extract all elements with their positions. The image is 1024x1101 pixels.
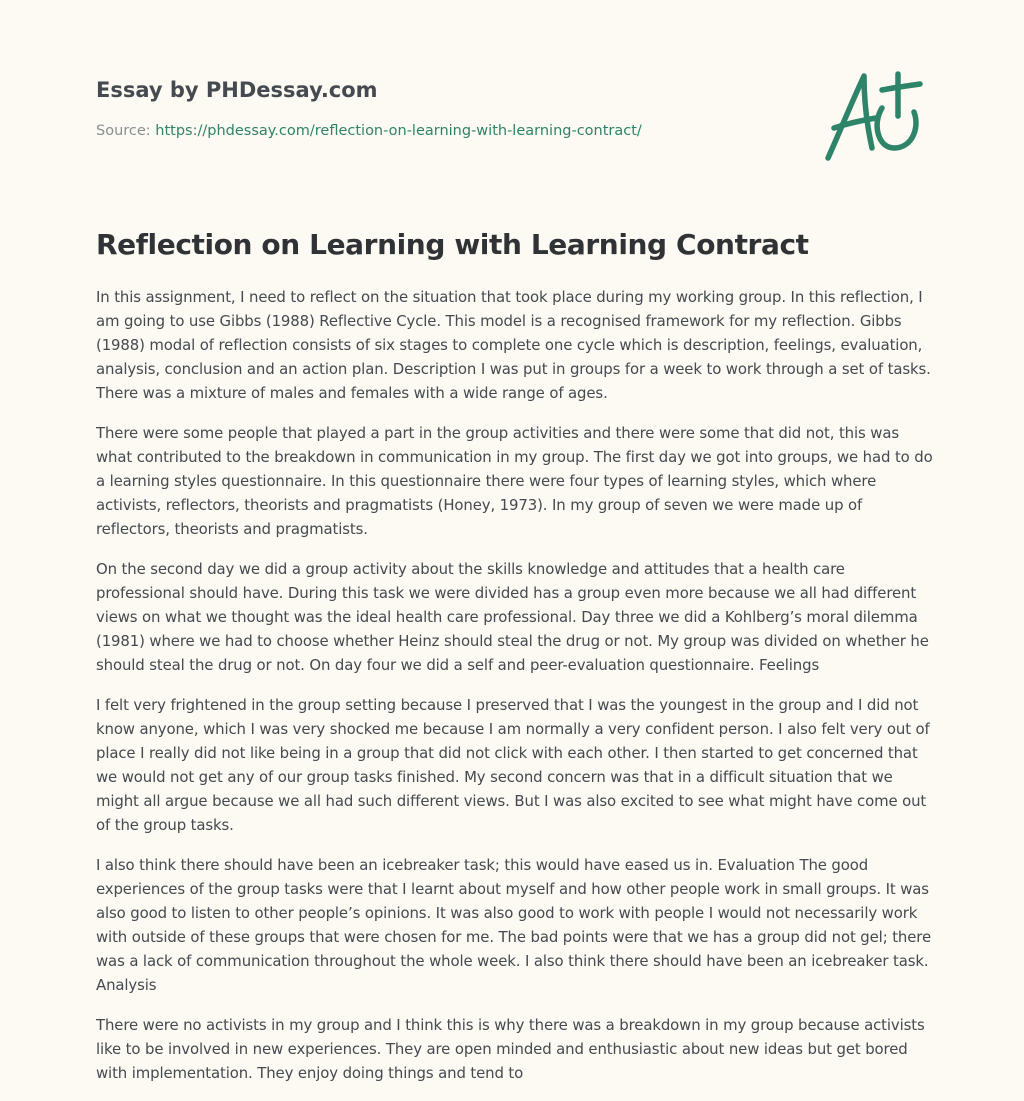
- site-title: Essay by PHDessay.com: [96, 78, 378, 102]
- essay-paragraph: There were no activists in my group and I think this is why there was a breakdown in my group because activists like to be involved in new experiences. They are open minded and enthusiastic about new ideas but get bored with implementation. They enjoy doing things and tend to: [96, 1016, 925, 1082]
- essay-paragraph: I felt very frightened in the group setting because I preserved that I was the youngest in the group and I did not know anyone, which I was very shocked me because I am normally a very confident person. I also felt very out of place I really did not like being in a group that did not click with each other. I then started to get concerned that we would not get any of our group tasks finished. My second concern was that in a difficult situation that we might all argue because we all had such different views. But I was also excited to see what might have come out of the group tasks.: [96, 696, 930, 834]
- essay-paragraph: I also think there should have been an icebreaker task; this would have eased us in. Evaluation The good experiences of the group tasks were that I learnt about myself and how other people work in small groups. It was also good to listen to other people’s opinions. It was also good to work with people I would not necessarily work with outside of these groups that were chosen for me. The bad points were that we has a group did not gel; there was a lack of communication throughout the whole week. I also think there should have been an icebreaker task. Analysis: [96, 856, 932, 994]
- page-header: [96, 76, 796, 141]
- essay-paragraph: There were some people that played a part in the group activities and there were some that did not, this was what contributed to the breakdown in communication in my group. The first day we got into groups, we had to do a learning styles questionnaire. In this questionnaire there were four types of learning styles, which where activists, reflectors, theorists and pragmatists (Honey, 1973). In my group of seven we were made up of reflectors, theorists and pragmatists.: [96, 424, 933, 538]
- source-line: [96, 121, 796, 141]
- essay-paragraph: In this assignment, I need to reflect on the situation that took place during my working group. In this reflection, I am going to use Gibbs (1988) Reflective Cycle. This model is a recognised framework for my reflection. Gibbs (1988) modal of reflection consists of six stages to complete one cycle which is description, feelings, evaluation, analysis, conclusion and an action plan. Description I was put in groups for a week to work through a set of tasks. There was a mixture of males and females with a wide range of ages.: [96, 288, 931, 402]
- source-link[interactable]: https://phdessay.com/reflection-on-learning-with-learning-contract/: [155, 123, 642, 139]
- essay-paragraph: On the second day we did a group activity about the skills knowledge and attitudes that a health care professional should have. During this task we were divided has a group even more because we all had different views on what we thought was the ideal health care professional. Day three we did a Kohlberg’s moral dilemma (1981) where we had to choose whether Heinz should steal the drug or not. My group was divided on whether he should steal the drug or not. On day four we did a self and peer-evaluation questionnaire. Feelings: [96, 560, 929, 674]
- essay-title: Reflection on Learning with Learning Contract: [96, 228, 809, 261]
- a-plus-logo-graphic: [820, 66, 930, 166]
- source-label: Source:: [96, 123, 151, 139]
- essay-body: [96, 285, 936, 1101]
- a-plus-grade-icon: [820, 66, 930, 166]
